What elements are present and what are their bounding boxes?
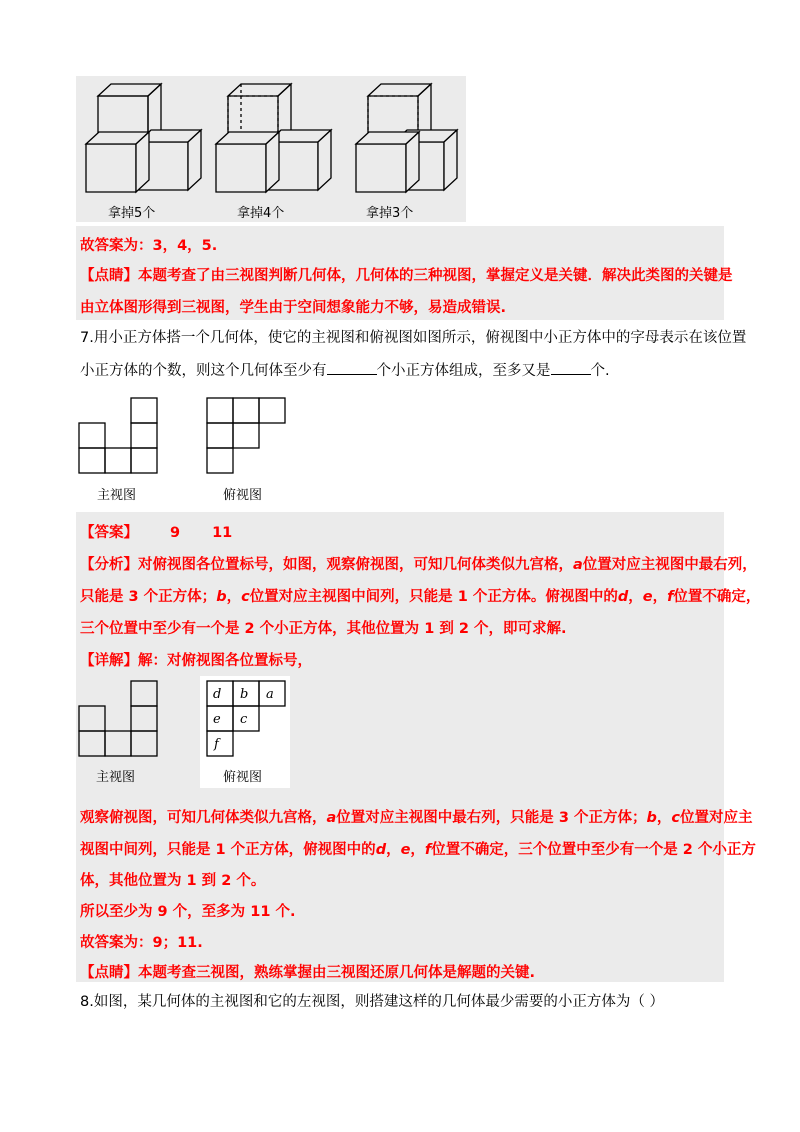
q7-top-view-1 [206,397,288,477]
cube-stack-2 [216,84,331,192]
q7-analysis-text: 位置不确定， [673,589,761,605]
letter-a: a [573,557,583,573]
q7-blank-min[interactable] [327,374,377,375]
grid-letter-e: e [213,712,221,727]
q7-top-view-2 [206,680,288,760]
q7-final-answer: 故答案为：9；11. [80,935,203,951]
letter-a: a [326,810,337,826]
q7-comment-tag: 【点睛】 [80,965,138,981]
q7-observation-text: 位置对应主视图中最右列，只能是 3 个正方体； [336,810,647,826]
letter-b: b [216,589,227,605]
cube-label-3: 拿掉3个 [366,206,414,221]
grid-letter-c: c [240,712,248,727]
grid-letter-b: b [240,687,249,702]
cube-label-1: 拿掉5个 [108,206,156,221]
cube-label-2: 拿掉4个 [237,206,285,221]
q6-comment-line-2: 由立体图形得到三视图，学生由于空间想象能力不够，易造成错误. [80,300,507,316]
q6-answer: 故答案为：3，4，5. [80,238,218,254]
separator: ， [386,842,401,858]
q7-conclusion: 所以至少为 9 个，至多为 11 个. [80,904,296,920]
q7-stem-text-2a: 小正方体的个数，则这个几何体至少有 [80,363,327,379]
q6-comment-text-1: 本题考查了由三视图判断几何体，几何体的三种视图，掌握定义是关键．解决此类图的关键是 [138,268,733,284]
q7-top-label-2: 俯视图 [223,770,263,785]
letter-f: f [667,589,674,605]
q7-analysis-line-2 [80,585,760,606]
q7-front-label-1: 主视图 [97,488,137,503]
q7-blank-max[interactable] [551,374,591,375]
separator: ， [656,810,672,826]
q6-comment-line-1 [80,264,733,285]
q7-answer-min: 9 [170,525,181,541]
q6-comment-tag: 【点睛】 [80,268,138,284]
q7-number: 7. [80,330,94,346]
q7-front-label-2: 主视图 [96,770,136,785]
grid-letter-f: f [214,737,219,752]
separator: ， [226,589,242,605]
q7-detail-tag: 【详解】 [80,653,138,669]
separator: ， [628,589,643,605]
letter-d: d [617,589,629,605]
q7-top-label-1: 俯视图 [223,488,263,503]
grid-letter-d: d [213,687,222,702]
q7-comment-text: 本题考查三视图，熟练掌握由三视图还原几何体是解题的关键. [138,965,536,981]
q7-stem-text-2c: 个. [590,363,610,379]
q7-answer-tag: 【答案】 [80,525,138,541]
q7-observation-line-3: 体，其他位置为 1 到 2 个。 [80,873,266,889]
cube-stack-3 [356,84,457,192]
q7-front-view-1 [78,397,160,477]
letter-e: e [642,589,653,605]
q7-observation-line-1 [80,806,752,827]
letter-c: c [671,810,680,826]
q7-analysis-text: 位置对应主视图中间列，只能是 1 个正方体。俯视图中的 [249,589,618,605]
cube-stack-1 [86,84,201,192]
q8-stem-line [80,990,664,1011]
q7-analysis-text: 位置对应主视图中最右列， [582,557,757,573]
letter-e: e [400,842,411,858]
letter-b: b [646,810,657,826]
letter-c: c [241,589,250,605]
q7-observation-text: 位置不确定，三个位置中至少有一个是 2 个小正方 [431,842,756,858]
q7-analysis-line-1 [80,553,757,574]
q7-observation-line-2 [80,838,756,859]
grid-letter-a: a [266,687,274,702]
q7-observation-text: 位置对应主 [679,810,753,826]
q7-answer-line [80,521,232,542]
q7-comment-line [80,961,535,982]
q7-stem-line-2 [80,359,610,380]
q7-analysis-text: 只能是 3 个正方体； [80,589,217,605]
cube-stacks-figure [76,80,466,220]
q7-detail-text: 解：对俯视图各位置标号， [138,653,312,669]
q7-observation-text: 观察俯视图，可知几何体类似九宫格， [80,810,327,826]
q7-observation-text: 视图中间列，只能是 1 个正方体，俯视图中的 [80,842,376,858]
separator: ， [652,589,668,605]
q7-stem-text-1: 用小正方体搭一个几何体，使它的主视图和俯视图如图所示，俯视图中小正方体中的字母表示在该位置 [93,330,747,346]
letter-f: f [424,842,432,858]
q7-stem-text-2b: 个小正方体组成，至多又是 [376,363,551,379]
separator: ， [410,842,425,858]
q7-answer-max: 11 [212,525,233,541]
q7-detail-line-1 [80,649,312,670]
letter-d: d [375,842,387,858]
q7-analysis-text: 对俯视图各位置标号，如图，观察俯视图，可知几何体类似九宫格， [138,557,573,573]
q7-analysis-tag: 【分析】 [80,557,138,573]
q7-analysis-line-3: 三个位置中至少有一个是 2 个小正方体，其他位置为 1 到 2 个，即可求解. [80,621,567,637]
q8-number: 8. [80,994,94,1010]
q8-stem-text: 如图，某几何体的主视图和它的左视图，则搭建这样的几何体最少需要的小正方体为（ ） [93,994,664,1010]
q7-stem-line-1 [80,326,746,347]
q7-front-view-2 [78,680,160,760]
